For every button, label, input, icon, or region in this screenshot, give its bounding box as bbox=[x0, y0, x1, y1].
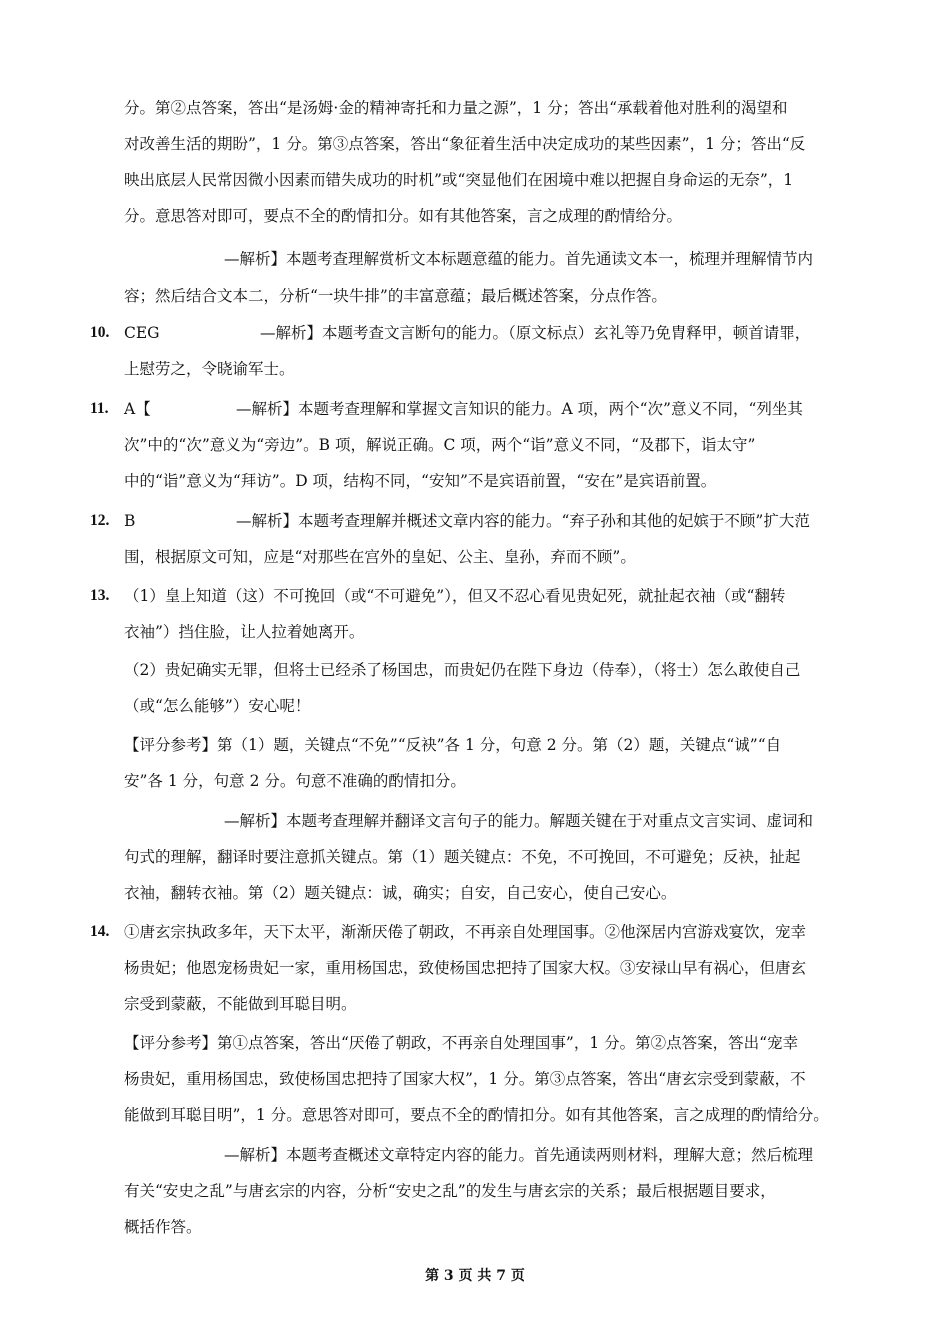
text-line: 句式的理解，翻译时要注意抓关键点。第（1）题关键点：不免，不可挽回，不可避免；反袂，扯起 bbox=[124, 848, 801, 866]
text-line: 安”各 1 分，句意 2 分。句意不准确的酌情扣分。 bbox=[124, 772, 466, 790]
text-line: 对改善生活的期盼”，1 分。第③点答案，答出“象征着生活中决定成功的某些因素”，1 分；答出“反 bbox=[124, 135, 806, 153]
text-line: 概括作答。 bbox=[124, 1218, 202, 1236]
text-line: 杨贵妃；他恩宠杨贵妃一家，重用杨国忠，致使杨国忠把持了国家大权。③安禄山早有祸心，但唐玄 bbox=[124, 959, 807, 977]
text-line: 有关“安史之乱”与唐玄宗的内容，分析“安史之乱”的发生与唐玄宗的关系；最后根据题目要求， bbox=[124, 1182, 776, 1200]
text-line: 分。第②点答案，答出“是汤姆·金的精神寄托和力量之源”，1 分；答出“承载着他对胜利的渴望和 bbox=[124, 99, 788, 117]
analysis-line: —解析】本题考查理解和掌握文言知识的能力。A 项，两个“次”意义不同，“列坐其 bbox=[236, 400, 803, 418]
page-number-footer: 第 3 页 共 7 页 bbox=[425, 1268, 525, 1284]
text-line: （2）贵妃确实无罪，但将士已经杀了杨国忠，而贵妃仍在陛下身边（侍奉），（将士）怎么敢使自己 bbox=[124, 661, 801, 679]
text-line: 围，根据原文可知，应是“对那些在宫外的皇妃、公主、皇孙，弃而不顾”。 bbox=[124, 548, 636, 566]
answer-10: CEG bbox=[124, 324, 160, 342]
text-line: 衣袖，翻转衣袖。第（2）题关键点：诚，确实；自安，自己安心，使自己安心。 bbox=[124, 884, 677, 902]
question-number-13: 13. bbox=[90, 587, 110, 604]
question-number-14: 14. bbox=[90, 923, 110, 940]
analysis-line: —解析】本题考查理解赏析文本标题意蕴的能力。首先通读文本一，梳理并理解情节内 bbox=[224, 250, 814, 268]
text-line: 杨贵妃，重用杨国忠，致使杨国忠把持了国家大权”，1 分。第③点答案，答出“唐玄宗受到蒙蔽，不 bbox=[124, 1070, 806, 1088]
analysis-line: —解析】本题考查文言断句的能力。（原文标点）玄礼等乃免胄释甲，顿首请罪， bbox=[260, 324, 811, 342]
scoring-line: 【评分参考】第①点答案，答出“厌倦了朝政，不再亲自处理国事”，1 分。第②点答案，答出“宠幸 bbox=[124, 1034, 799, 1052]
question-number-11: 11. bbox=[90, 400, 109, 417]
text-line: 中的“诣”意义为“拜访”。D 项，结构不同，“安知”不是宾语前置，“安在”是宾语前置。 bbox=[124, 472, 717, 490]
text-line: 容；然后结合文本二，分析“一块牛排”的丰富意蕴；最后概述答案，分点作答。 bbox=[124, 287, 667, 305]
text-line: 次”中的“次”意义为“旁边”。B 项，解说正确。C 项，两个“诣”意义不同，“及郡下，诣太守” bbox=[124, 436, 756, 454]
scoring-line: 【评分参考】第（1）题，关键点“不免”“反袂”各 1 分，句意 2 分。第（2）题，关键点“诚”“自 bbox=[124, 736, 782, 754]
question-number-10: 10. bbox=[90, 324, 110, 341]
text-line: （或“怎么能够”）安心呢！ bbox=[124, 697, 311, 715]
analysis-line: —解析】本题考查理解并翻译文言句子的能力。解题关键在于对重点文言实词、虚词和 bbox=[224, 812, 814, 830]
answer-11: A【 bbox=[124, 400, 151, 418]
text-line: ①唐玄宗执政多年，天下太平，渐渐厌倦了朝政，不再亲自处理国事。②他深居内宫游戏宴饮，宠幸 bbox=[124, 923, 807, 941]
text-line: 衣袖”）挡住脸，让人拉着她离开。 bbox=[124, 623, 365, 641]
text-line: 分。意思答对即可，要点不全的酌情扣分。如有其他答案，言之成理的酌情给分。 bbox=[124, 207, 683, 225]
text-line: 上慰劳之，令晓谕军士。 bbox=[124, 360, 295, 378]
answer-12: B bbox=[124, 512, 136, 530]
question-number-12: 12. bbox=[90, 512, 110, 529]
text-line: 映出底层人民常因微小因素而错失成功的时机”或“突显他们在困境中难以把握自身命运的无奈”，1 bbox=[124, 171, 794, 189]
analysis-line: —解析】本题考查理解并概述文章内容的能力。“弃子孙和其他的妃嫔于不顾”扩大范 bbox=[236, 512, 810, 530]
text-line: 宗受到蒙蔽，不能做到耳聪目明。 bbox=[124, 995, 357, 1013]
text-line: 能做到耳聪目明”，1 分。意思答对即可，要点不全的酌情扣分。如有其他答案，言之成理的酌情给分。 bbox=[124, 1106, 829, 1124]
text-line: （1）皇上知道（这）不可挽回（或“不可避免”），但又不忍心看见贵妃死，就扯起衣袖（或“翻转 bbox=[124, 587, 786, 605]
analysis-line: —解析】本题考查概述文章特定内容的能力。首先通读两则材料，理解大意；然后梳理 bbox=[224, 1146, 814, 1164]
